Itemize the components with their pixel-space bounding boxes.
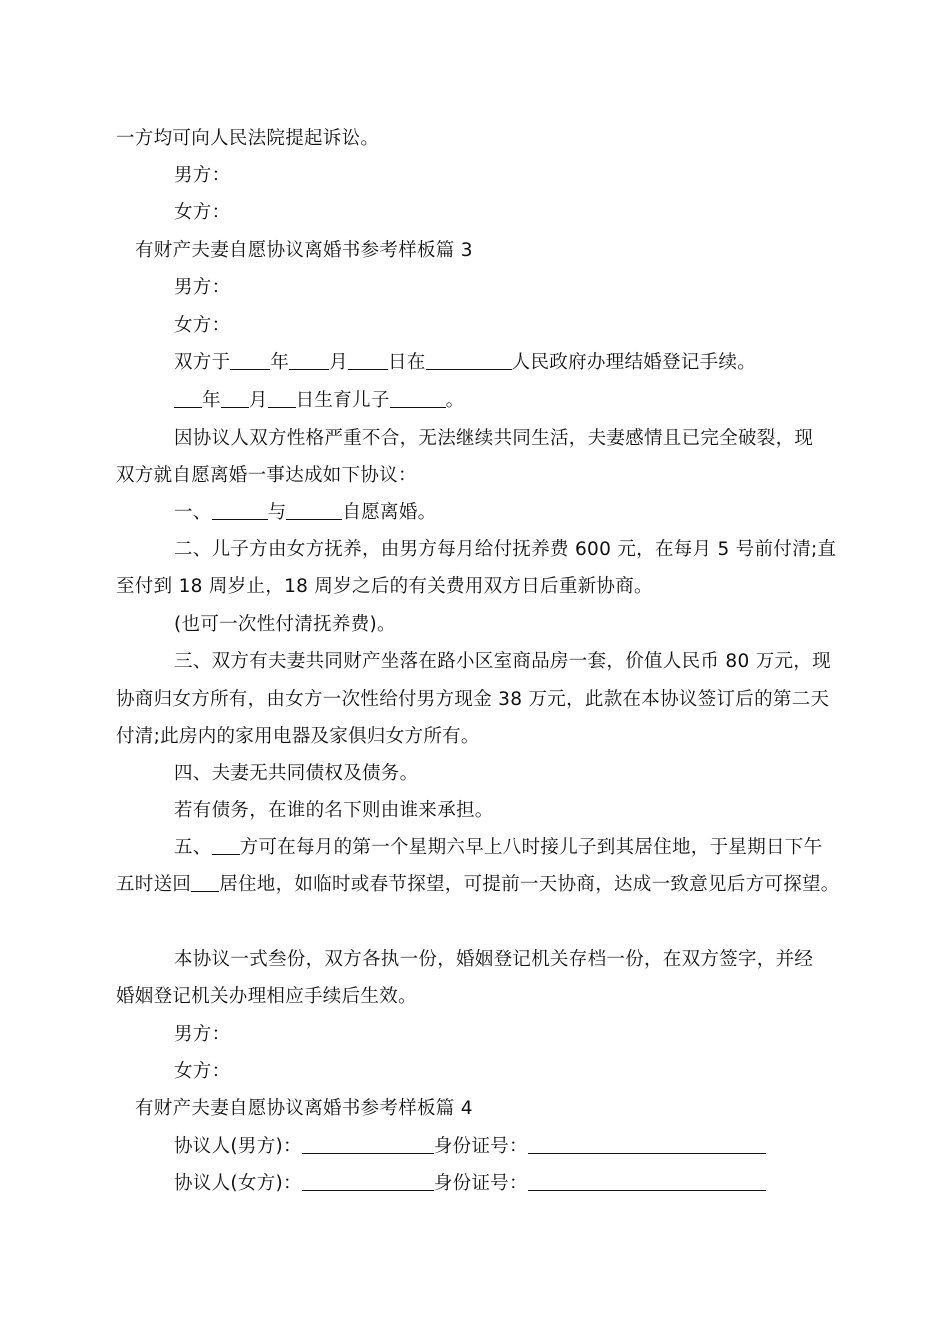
copies-paragraph-line: 本协议一式叁份，双方各执一份，婚姻登记机关存档一份，在双方签字，并经 — [174, 949, 814, 970]
blank-field — [289, 351, 329, 370]
clause-3-line: 三、双方有夫妻共同财产坐落在路小区室商品房一套，价值人民币 80 万元，现 — [174, 651, 831, 672]
clause-4: 四、夫妻无共同债权及债务。 — [174, 763, 419, 784]
blank-field — [286, 501, 342, 520]
male-signature-label: 男方： — [174, 165, 231, 186]
male-signature-label: 男方： — [174, 1024, 231, 1045]
clause-5-line: 五、 方可在每月的第一个星期六早上八时接儿子到其居住地，于星期日下午 — [174, 837, 823, 858]
clause-3-line: 协商归女方所有，由女方一次性给付男方现金 38 万元，此款在本协议签订后的第二天 — [116, 689, 830, 710]
clause-2-line: 至付到 18 周岁止，18 周岁之后的有关费用双方日后重新协商。 — [116, 576, 653, 597]
blank-field — [390, 389, 446, 408]
blank-field — [426, 351, 512, 370]
female-signature-label: 女方： — [174, 202, 231, 223]
reason-paragraph-line: 双方就自愿离婚一事达成如下协议： — [116, 465, 417, 486]
reason-paragraph-line: 因协议人双方性格严重不合，无法继续共同生活，夫妻感情且已完全破裂，现 — [174, 428, 814, 449]
party-male-line: 协议人(男方)： 身份证号： — [174, 1135, 766, 1159]
id-number-field — [528, 1135, 766, 1154]
text-line: 一方均可向人民法院提起诉讼。 — [116, 128, 380, 149]
marriage-registration-line: 双方于 年 月 日在 人民政府办理结婚登记手续。 — [174, 352, 757, 373]
clause-2-note: (也可一次性付清抚养费)。 — [174, 614, 396, 635]
copies-paragraph-line: 婚姻登记机关办理相应手续后生效。 — [116, 986, 417, 1007]
name-field — [302, 1172, 434, 1191]
blank-field — [348, 351, 388, 370]
clause-3-line: 付清;此房内的家用电器及家俱归女方所有。 — [116, 726, 480, 747]
blank-field — [212, 501, 268, 520]
blank-field — [221, 389, 249, 408]
blank-field — [191, 873, 219, 892]
clause-2-line: 二、儿子方由女方抚养，由男方每月给付抚养费 600 元，在每月 5 号前付清;直 — [174, 539, 837, 560]
section-heading: 有财产夫妻自愿协议离婚书参考样板篇 3 — [135, 240, 473, 261]
id-number-field — [528, 1172, 766, 1191]
blank-field — [268, 389, 296, 408]
party-female-line: 协议人(女方)： 身份证号： — [174, 1172, 766, 1196]
female-label: 女方： — [174, 315, 231, 336]
section-heading: 有财产夫妻自愿协议离婚书参考样板篇 4 — [135, 1098, 473, 1119]
clause-5-line: 五时送回 居住地，如临时或春节探望，可提前一天协商，达成一致意见后方可探望。 — [116, 874, 840, 895]
clause-1: 一、 与 自愿离婚。 — [174, 502, 437, 523]
male-label: 男方： — [174, 277, 231, 298]
child-birth-line: 年 月 日生育儿子 。 — [174, 389, 464, 413]
female-signature-label: 女方： — [174, 1061, 231, 1082]
blank-field — [174, 389, 202, 408]
blank-field — [230, 351, 270, 370]
name-field — [302, 1135, 434, 1154]
clause-4-note: 若有债务，在谁的名下则由谁来承担。 — [174, 800, 494, 821]
blank-field — [212, 836, 240, 855]
